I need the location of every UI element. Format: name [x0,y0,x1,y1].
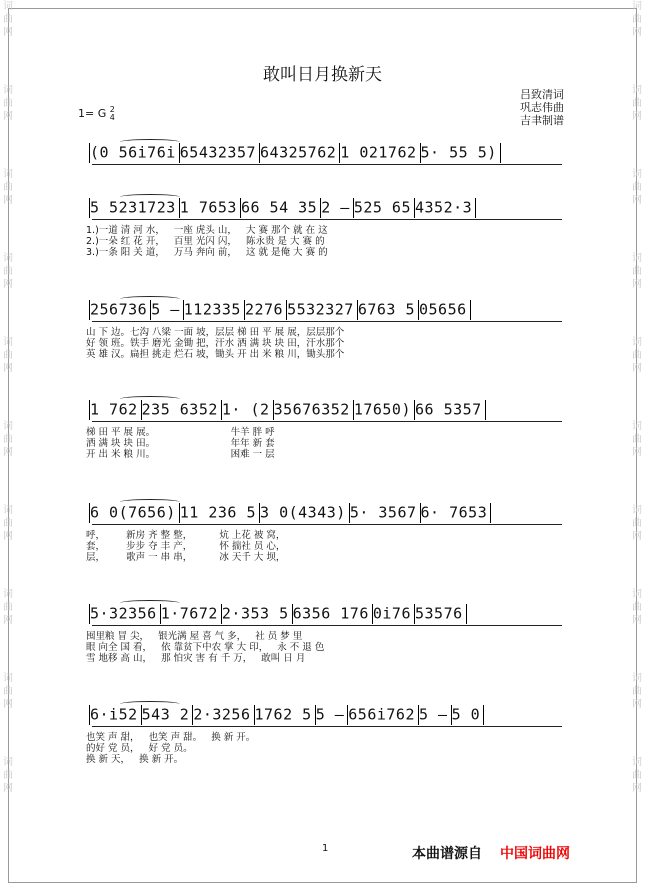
key-signature [78,106,115,122]
measure: 5 — [315,705,345,724]
watermark-mark: 词 曲 网 [632,505,642,542]
song-title: 敢叫日月换新天 [263,65,382,85]
lyric-line: 雪 地移 高 山， 那 怕灾 害 有 千 万， 敢叫 日 月 [86,653,306,664]
footer-site: 中国词曲网 [500,846,570,862]
measure: 656i762 [348,705,415,724]
watermark-mark: 词 曲 网 [3,337,13,374]
footer-prefix: 本曲谱源自 [412,846,482,862]
beam-line [92,421,562,422]
watermark-left [0,0,16,840]
lyric-line: 的好 党 员， 好 党 员。 [86,743,193,754]
beam-line [92,625,562,626]
lyric-line: 3.)一条 阳 关 道， 万马 奔向 前， 这 就 是俺 大 赛 的 [86,247,328,258]
measure: 6·i52 [90,705,138,724]
measure: 3 0(4343) [260,503,346,522]
lyric-line: 梯 田 平 展 展。 牛羊 胖 呼 [86,427,275,438]
measure: 11 236 5 [179,503,257,522]
tie-arc [120,296,180,302]
watermark-mark: 词 曲 网 [632,253,642,290]
beam-line [92,321,562,322]
measure: 5·32356 [90,604,157,623]
time-signature [110,106,115,122]
measure: 6 0(7656) [90,503,176,522]
lyric-line: 囤里粮 冒 尖， 银光满 屋 喜 气 多， 社 员 梦 里 [86,631,303,642]
tie-arc [120,396,180,402]
measure: 235 6352 [141,400,218,419]
measure: 6· 7653 [420,503,488,522]
tie-arc [120,600,180,606]
watermark-mark: 词 曲 网 [3,85,13,122]
watermark-mark: 词 曲 网 [632,85,642,122]
measure: 5 — [151,300,180,319]
notation-line [86,400,486,422]
lyric-line: 2.)一朵 红 花 开， 百里 光闪 闪， 陈永贵 是 大 赛 的 [86,236,325,247]
measure: 5· 3567 [349,503,417,522]
lyric-line: 洒 满 块 块 田。 年年 新 套 [86,438,275,449]
watermark-mark: 词 曲 网 [3,253,13,290]
time-denominator: 4 [109,113,115,122]
watermark-mark: 词 曲 网 [632,337,642,374]
lyric-line: 套， 步步 夺 丰 产， 怀 揣社 员 心， [86,541,286,552]
beam-line [92,219,562,220]
barline [485,400,486,420]
measure: 0i76 [372,604,411,623]
tie-arc [120,139,180,145]
measure: 6356 176 [292,604,369,623]
measure: 17650) [353,400,411,419]
lyric-line: 层， 歌声 一 串 串， 冰 天千 大 坝， [86,552,286,563]
measure: 35676352 [273,400,350,419]
beam-line [92,726,562,727]
notation-line [86,705,484,727]
watermark-right [629,0,645,840]
barline [466,604,467,624]
measure: 2 — [321,198,350,217]
measure: 1· (2 [221,400,270,419]
measure: 53576 [415,604,463,623]
measure: 4352·3 [415,198,473,217]
measure: 543 2 [141,705,190,724]
lyric-line: 换 新 天， 换 新 开。 [86,754,184,765]
measure: 112335 [183,300,241,319]
watermark-mark: 词 曲 网 [3,589,13,626]
measure: 5 — [419,705,448,724]
notation-line [86,300,471,322]
watermark-mark: 词 曲 网 [3,421,13,458]
watermark-mark: 词 曲 网 [3,505,13,542]
beam-line [92,524,562,525]
barline [470,300,471,320]
barline [490,503,491,523]
lyric-line: 也笑 声 甜， 也笑 声 甜。 换 新 开。 [86,732,256,743]
time-numerator: 2 [109,105,115,114]
notation-line [86,503,491,525]
measure: 2·3256 [193,705,251,724]
key-label: 1= G [78,107,107,120]
lyric-line: 开 出 米 粮 川。 困难 一 层 [86,449,275,460]
beam-line [92,164,562,165]
lyric-line: 呼， 新房 齐 整 整， 炕 上花 被 窝， [86,530,286,541]
measure: 2·353 5 [221,604,289,623]
measure: 1 021762 [340,143,417,162]
measure: 65432357 [179,143,257,162]
measure: 256736 [90,300,148,319]
measure: 05656 [419,300,467,319]
notation-line [86,143,501,165]
barline [500,143,501,163]
barline [483,705,484,725]
watermark-mark: 词 曲 网 [632,169,642,206]
measure: (0 56i76i [90,143,176,162]
page-number: 1 [322,843,329,854]
lyric-line: 眼 向全 国 看， 依 靠贫下中农 掌 大 印， 永 不 退 色 [86,642,325,653]
credits [520,88,564,127]
measure: 5 0 [451,705,481,724]
measure: 66 54 35 [240,198,318,217]
measure: 66 5357 [415,400,482,419]
watermark-mark: 词 曲 网 [3,1,13,38]
lyric-line: 1.)一道 清 河 水， 一座 虎头 山， 大 赛 那个 就 在 这 [86,225,328,236]
watermark-mark: 词 曲 网 [632,757,642,794]
notation-line [86,198,476,220]
measure: 525 65 [353,198,411,217]
measure: 1 7653 [179,198,237,217]
lyric-line: 山 下 边。七沟 八梁 一面 坡，层层 梯 田 平 展 展，层层那个 [86,327,345,338]
watermark-mark: 词 曲 网 [3,757,13,794]
lyricist: 吕致清词 [520,88,564,101]
watermark-mark: 词 曲 网 [632,1,642,38]
measure: 2276 [244,300,284,319]
composer: 巩志伟曲 [520,101,564,114]
lyric-line: 英 雄 汉。扁担 挑走 烂石 坡，锄头 开 出 米 粮 川，锄头那个 [86,349,345,360]
watermark-mark: 词 曲 网 [632,589,642,626]
notation-line [86,604,467,626]
measure: 1 762 [90,400,138,419]
watermark-mark: 词 曲 网 [632,421,642,458]
measure: 5 5231723 [90,198,176,217]
tie-arc [120,194,180,200]
arranger: 吉聿制谱 [520,114,564,127]
watermark-mark: 词 曲 网 [3,673,13,710]
watermark-mark: 词 曲 网 [632,673,642,710]
measure: 64325762 [260,143,337,162]
tie-arc [120,701,180,707]
lyric-line: 好 领 班。铁手 磨光 金锄 把，汗水 洒 满 块 块 田，汗水那个 [86,338,345,349]
footer-source [412,843,570,863]
measure: 1·7672 [160,604,218,623]
watermark-mark: 词 曲 网 [3,169,13,206]
tie-arc [120,499,180,505]
measure: 5· 55 5) [420,143,497,162]
barline [475,198,476,218]
measure: 5532327 [287,300,354,319]
measure: 1762 5 [254,705,312,724]
measure: 6763 5 [357,300,415,319]
